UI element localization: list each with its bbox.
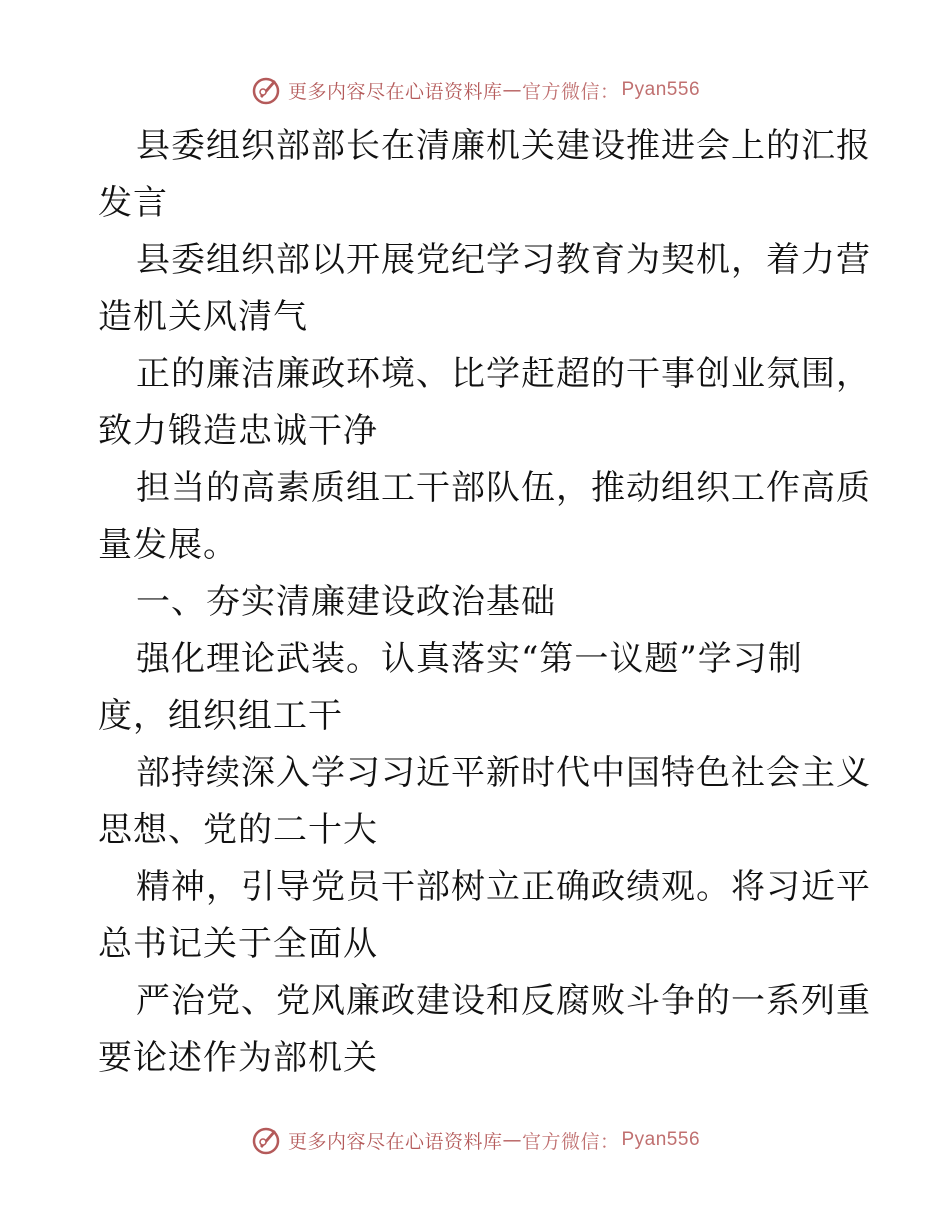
quill-seal-icon — [250, 74, 282, 106]
banner-wechat-label: 官方微信： — [521, 1130, 620, 1153]
text-line: 严治党、党风廉政建设和反腐败斗争的一系列重 — [136, 981, 871, 1021]
text-line: 担当的高素质组工干部队伍，推动组织工作高质 — [136, 468, 871, 508]
section-heading: 一、夯实清廉建设政治基础 — [136, 582, 556, 622]
text-line: 发言 — [98, 183, 168, 223]
banner-dash: — — [502, 1129, 522, 1151]
text-line: 致力锻造忠诚干净 — [98, 411, 378, 451]
footer-watermark-banner — [0, 1120, 950, 1160]
banner-wechat-id: Pyan556 — [621, 79, 701, 100]
text-line: 县委组织部以开展党纪学习教育为契机，着力营 — [136, 240, 871, 280]
text-line: 正的廉洁廉政环境、比学赶超的干事创业氛围， — [136, 354, 871, 394]
banner-brand-text: 更多内容尽在心语资料库 — [287, 80, 503, 103]
quill-seal-icon — [250, 1124, 282, 1156]
text-line: 思想、党的二十大 — [98, 810, 378, 850]
header-watermark-banner — [0, 70, 950, 110]
document-body — [98, 118, 871, 1087]
text-line: 精神，引导党员干部树立正确政绩观。将习近平 — [136, 867, 871, 907]
text-line: 度，组织组工干 — [98, 696, 343, 736]
text-line: 量发展。 — [98, 525, 238, 565]
text-line: 部持续深入学习习近平新时代中国特色社会主义 — [136, 753, 871, 793]
text-line: 要论述作为部机关 — [98, 1038, 378, 1078]
text-line: 总书记关于全面从 — [98, 924, 378, 964]
text-line: 强化理论武装。认真落实“第一议题”学习制 — [136, 639, 803, 679]
banner-brand-text: 更多内容尽在心语资料库 — [287, 1130, 503, 1153]
banner-dash: — — [502, 79, 522, 101]
banner-wechat-id: Pyan556 — [621, 1129, 701, 1150]
banner-wechat-label: 官方微信： — [521, 80, 620, 103]
text-line: 造机关风清气 — [98, 297, 308, 337]
text-line: 县委组织部部长在清廉机关建设推进会上的汇报 — [136, 126, 871, 166]
